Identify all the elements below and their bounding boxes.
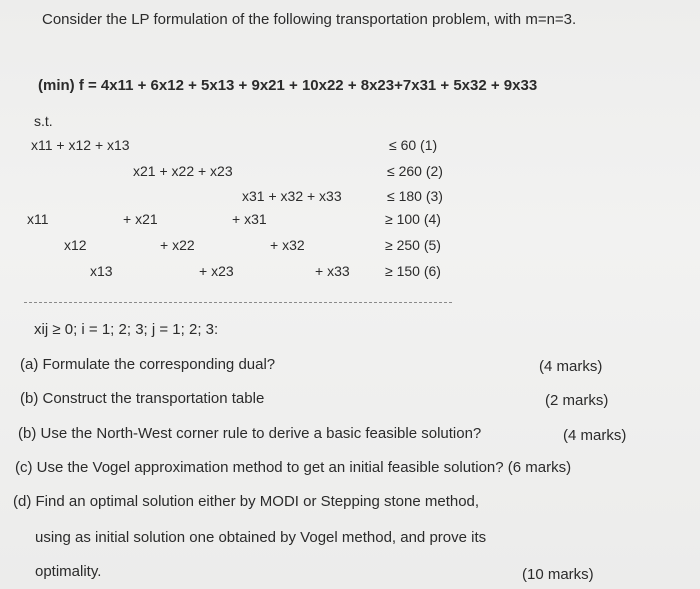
constraint-5-term-2: + x22 xyxy=(160,237,195,253)
question-b: (b) Construct the transportation table xyxy=(20,390,265,407)
objective-function: (min) f = 4x11 + 6x12 + 5x13 + 9x21 + 10x22 + 8x23+7x31 + 5x32 + 9x33 xyxy=(38,77,538,94)
question-b-marks: (2 marks) xyxy=(545,392,609,409)
constraint-5-term-1: x12 xyxy=(64,237,87,253)
constraint-2-lhs: x21 + x22 + x23 xyxy=(133,163,233,179)
question-d-line-1: (d) Find an optimal solution either by MODI or Stepping stone method, xyxy=(13,493,480,510)
constraint-3-lhs: x31 + x32 + x33 xyxy=(242,188,342,204)
constraint-6-rhs: ≥ 150 (6) xyxy=(385,263,441,279)
constraint-6-term-3: + x33 xyxy=(315,263,350,279)
question-a: (a) Formulate the corresponding dual? xyxy=(20,356,276,373)
nonnegativity-constraint: xij ≥ 0; i = 1; 2; 3; j = 1; 2; 3: xyxy=(34,321,219,338)
constraint-6-term-2: + x23 xyxy=(199,263,234,279)
constraint-6-term-1: x13 xyxy=(90,263,113,279)
question-d-line-3: optimality. xyxy=(35,563,102,580)
constraint-5-term-3: + x32 xyxy=(270,237,305,253)
constraint-4-term-1: x11 xyxy=(27,211,49,227)
question-a-marks: (4 marks) xyxy=(539,358,603,375)
constraint-4-term-3: + x31 xyxy=(232,211,267,227)
constraint-4-rhs: ≥ 100 (4) xyxy=(385,211,441,227)
question-b2: (b) Use the North-West corner rule to derive a basic feasible solution? xyxy=(18,425,482,442)
constraint-3-rhs: ≤ 180 (3) xyxy=(387,188,443,204)
constraint-5-rhs: ≥ 250 (5) xyxy=(385,237,441,253)
constraint-1-rhs: ≤ 60 (1) xyxy=(389,137,438,153)
dashed-divider xyxy=(24,302,452,303)
question-c: (c) Use the Vogel approximation method to get an initial feasible solution? (6 marks) xyxy=(15,459,572,476)
constraint-4-term-2: + x21 xyxy=(123,211,158,227)
question-d-marks: (10 marks) xyxy=(522,566,594,583)
question-d-line-2: using as initial solution one obtained by Vogel method, and prove its xyxy=(35,529,487,546)
intro-text: Consider the LP formulation of the following transportation problem, with m=n=3. xyxy=(42,11,577,28)
constraint-2-rhs: ≤ 260 (2) xyxy=(387,163,443,179)
question-b2-marks: (4 marks) xyxy=(563,427,627,444)
constraint-1-lhs: x11 + x12 + x13 xyxy=(31,137,130,153)
subject-to-label: s.t. xyxy=(34,113,53,129)
